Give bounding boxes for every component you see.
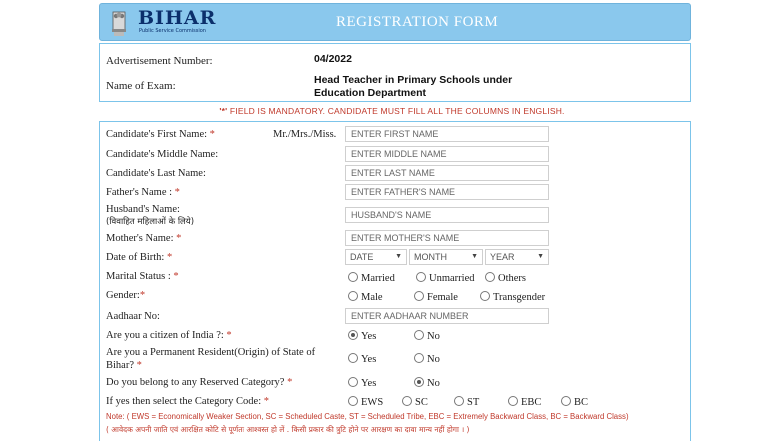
mother-name-input[interactable] [345, 230, 549, 246]
mandatory-star: '*' [219, 106, 228, 116]
radio-circle [348, 353, 358, 363]
logo-subtitle: Public Service Commission [139, 28, 206, 34]
radio-circle [480, 291, 490, 301]
mandatory-notice-text: FIELD IS MANDATORY. CANDIDATE MUST FILL ALL THE COLUMNS IN ENGLISH. [227, 106, 565, 116]
advertisement-panel [99, 43, 691, 102]
category-bc-radio[interactable]: BC [561, 396, 588, 409]
first-name-input[interactable] [345, 126, 549, 142]
dob-date-value: DATE [350, 252, 374, 262]
category-ebc-radio[interactable]: EBC [508, 396, 541, 409]
citizen-yes-radio[interactable]: Yes [348, 330, 376, 343]
marital-unmarried-radio[interactable]: Unmarried [416, 272, 474, 285]
radio-circle [414, 330, 424, 340]
dob-month-select[interactable] [409, 249, 483, 265]
reserved-no-radio[interactable]: No [414, 377, 440, 390]
logo-text: BIHAR [138, 7, 217, 29]
middle-name-label: Candidate's Middle Name: [106, 149, 219, 160]
radio-circle [416, 272, 426, 282]
resident-yes-radio[interactable]: Yes [348, 353, 376, 366]
salutation-label: Mr./Mrs./Miss. [273, 129, 337, 140]
dob-date-select[interactable] [345, 249, 407, 265]
radio-circle [402, 396, 412, 406]
dob-year-select[interactable] [485, 249, 549, 265]
radio-circle [414, 353, 424, 363]
bpsc-logo [104, 7, 224, 39]
chevron-down-icon: ▼ [537, 253, 544, 260]
resident-label-line1: Are you a Permanent Resident(Origin) of State of [106, 347, 316, 358]
citizen-label: Are you a citizen of India ?: * [106, 330, 232, 341]
radio-circle [485, 272, 495, 282]
radio-circle [348, 377, 358, 387]
mandatory-notice [0, 106, 784, 116]
exam-name-value-line1: Head Teacher in Primary Schools under [314, 74, 513, 86]
category-code-label: If yes then select the Category Code: * [106, 396, 269, 407]
husband-name-hint: (विवाहित महिलाओं के लिये) [106, 217, 195, 227]
last-name-label: Candidate's Last Name: [106, 168, 206, 179]
father-name-input[interactable] [345, 184, 549, 200]
registration-form [99, 121, 691, 441]
dob-year-value: YEAR [490, 252, 515, 262]
category-note-hindi: ( आवेदक अपनी जाति एवं आरक्षित कोटि से पूर्णतः आश्वस्त हो लें . किसी प्रकार की त्रुटि होने पर आरक्षण का दावा मान्य नहीं होगा । ) [106, 425, 470, 434]
marital-married-radio[interactable]: Married [348, 272, 395, 285]
gender-male-radio[interactable]: Male [348, 291, 383, 304]
header-banner [99, 3, 691, 41]
last-name-input[interactable] [345, 165, 549, 181]
husband-name-input[interactable] [345, 207, 549, 223]
radio-circle [348, 396, 358, 406]
radio-circle [454, 396, 464, 406]
radio-circle [348, 291, 358, 301]
marital-status-label: Marital Status : * [106, 271, 179, 282]
first-name-label: Candidate's First Name: * [106, 129, 215, 140]
chevron-down-icon: ▼ [471, 253, 478, 260]
mother-name-label: Mother's Name: * [106, 233, 182, 244]
radio-circle [561, 396, 571, 406]
gender-female-radio[interactable]: Female [414, 291, 458, 304]
category-sc-radio[interactable]: SC [402, 396, 428, 409]
advertisement-number-value: 04/2022 [314, 53, 352, 65]
page-title: REGISTRATION FORM [336, 14, 499, 30]
reserved-category-label: Do you belong to any Reserved Category? * [106, 377, 293, 388]
aadhaar-label: Aadhaar No: [106, 311, 160, 322]
emblem-icon [104, 8, 134, 38]
marital-others-radio[interactable]: Others [485, 272, 526, 285]
dob-label: Date of Birth: * [106, 252, 173, 263]
radio-circle [348, 272, 358, 282]
radio-circle [414, 291, 424, 301]
category-ews-radio[interactable]: EWS [348, 396, 383, 409]
exam-name-value-line2: Education Department [314, 87, 427, 99]
exam-name-label: Name of Exam: [106, 80, 176, 92]
radio-circle-selected [414, 377, 424, 387]
radio-circle [508, 396, 518, 406]
gender-transgender-radio[interactable]: Transgender [480, 291, 545, 304]
resident-label-line2: Bihar? * [106, 360, 142, 371]
reserved-yes-radio[interactable]: Yes [348, 377, 376, 390]
citizen-no-radio[interactable]: No [414, 330, 440, 343]
chevron-down-icon: ▼ [395, 253, 402, 260]
aadhaar-input[interactable] [345, 308, 549, 324]
husband-name-label: Husband's Name: [106, 204, 180, 215]
category-st-radio[interactable]: ST [454, 396, 479, 409]
resident-no-radio[interactable]: No [414, 353, 440, 366]
advertisement-number-label: Advertisement Number: [106, 55, 213, 67]
radio-circle-selected [348, 330, 358, 340]
gender-label: Gender:* [106, 290, 146, 301]
category-note: Note: ( EWS = Economically Weaker Section, SC = Scheduled Caste, ST = Scheduled Tribe, EBC = Extremely Backward Class, BC = Backward Class) [106, 412, 629, 421]
dob-month-value: MONTH [414, 252, 447, 262]
father-name-label: Father's Name : * [106, 187, 180, 198]
middle-name-input[interactable] [345, 146, 549, 162]
